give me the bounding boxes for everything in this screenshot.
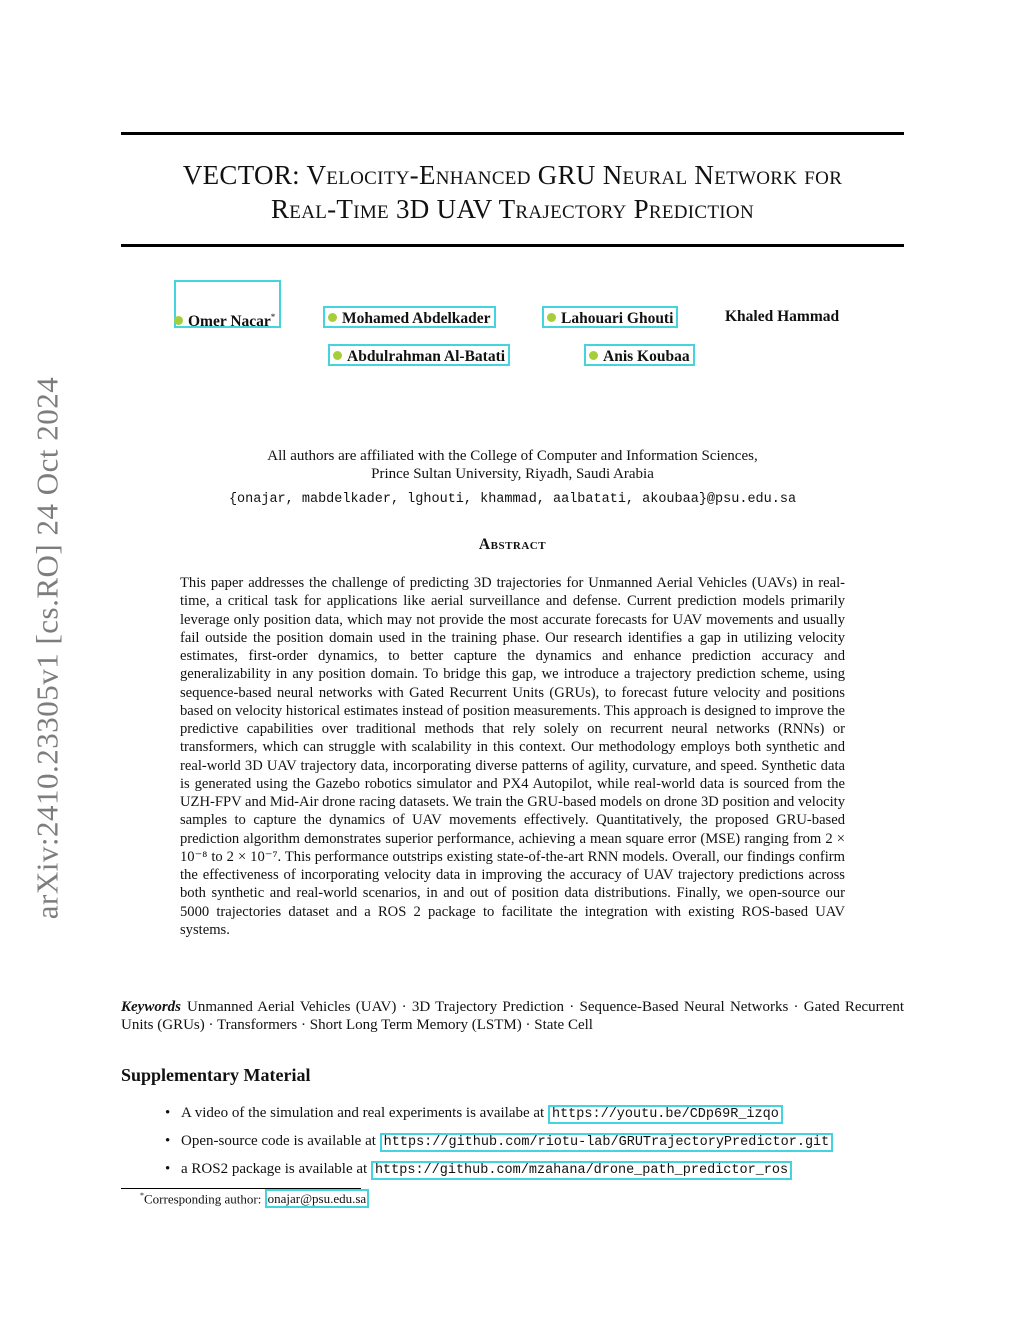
abstract-heading: Abstract — [478, 536, 547, 553]
item-text: A video of the simulation and real experiments is availabe at — [181, 1105, 545, 1121]
author-name: Khaled Hammad — [725, 308, 840, 325]
paper-title — [121, 158, 904, 226]
author-lahouari-ghouti[interactable] — [542, 306, 678, 328]
video-link[interactable]: https://youtu.be/CDp69R_izqo — [548, 1105, 783, 1124]
author-name: Lahouari Ghouti — [561, 310, 674, 327]
corresponding-mark: * — [270, 312, 276, 322]
author-name: Anis Koubaa — [603, 348, 690, 365]
code-link[interactable]: https://github.com/riotu-lab/GRUTrajectoryPredictor.git — [380, 1133, 834, 1152]
supplementary-heading: Supplementary Material — [121, 1065, 311, 1085]
affiliation — [121, 447, 904, 483]
author-name: Omer Nacar — [188, 313, 271, 331]
footnote-mark: * — [140, 1191, 144, 1200]
orcid-icon[interactable] — [174, 316, 183, 325]
title-bottom-rule — [121, 244, 904, 247]
ros2-package-link[interactable]: https://github.com/mzahana/drone_path_predictor_ros — [371, 1161, 792, 1180]
author-anis-koubaa[interactable] — [584, 344, 695, 366]
arxiv-identifier: arXiv:2410.23305v1 [cs.RO] 24 Oct 2024 — [29, 376, 64, 919]
footnote-text: Corresponding author: — [144, 1191, 262, 1207]
author-mohamed-abdelkader[interactable] — [323, 306, 496, 328]
item-text: a ROS2 package is available at — [181, 1161, 368, 1177]
arxiv-sidebar — [22, 355, 72, 940]
list-item — [163, 1158, 833, 1186]
orcid-icon[interactable] — [328, 313, 337, 322]
title-line-1: VECTOR: Velocity-Enhanced GRU Neural Network for — [182, 160, 843, 190]
list-item — [163, 1130, 833, 1158]
affiliation-line-2: Prince Sultan University, Riyadh, Saudi Arabia — [371, 466, 654, 482]
footnote — [140, 1191, 369, 1207]
keywords — [121, 998, 904, 1034]
corresponding-email-link[interactable]: onajar@psu.edu.sa — [265, 1189, 370, 1208]
affiliation-line-1: All authors are affiliated with the College of Computer and Information Sciences, — [267, 448, 758, 464]
author-khaled-hammad — [725, 306, 839, 328]
keywords-text: Unmanned Aerial Vehicles (UAV) · 3D Trajectory Prediction · Sequence-Based Neural Networks · Gated Recurrent Units (GRUs) · Transformers · Short Long Term Memory (LSTM) · State Cell — [121, 999, 904, 1033]
list-item — [163, 1102, 833, 1130]
orcid-icon[interactable] — [547, 313, 556, 322]
author-name: Mohamed Abdelkader — [342, 310, 491, 327]
author-omer-nacar[interactable] — [174, 306, 276, 331]
orcid-icon[interactable] — [333, 351, 342, 360]
author-emails: {onajar, mabdelkader, lghouti, khammad, aalbatati, akoubaa}@psu.edu.sa — [228, 492, 797, 507]
supplementary-list — [163, 1102, 833, 1186]
author-abdulrahman-al-batati[interactable] — [328, 344, 510, 366]
abstract-body: This paper addresses the challenge of predicting 3D trajectories for Unmanned Aerial Vehicles (UAVs) in real-time, a critical task for applications like aerial surveillance and defense. Current prediction models primarily leverage only position data, which may not provide the most accurate forecasts for UAV movements and usually fail outside the position domain used in the training phase. Our research identifies a gap in utilizing velocity estimates, first-order dynamics, to better capture the dynamics and enhance prediction accuracy and generalizability in any position domain. To bridge this gap, we introduce a trajectory prediction scheme, using sequence-based neural networks with Gated Recurrent Units (GRUs), to forecast future velocity and positions based on velocity historical estimates instead of position measurements. This approach is designed to improve the predictive capabilities over traditional methods that rely solely on recurrent neural networks (RNNs) or transformers, which can struggle with scalability in this context. Our methodology employs both synthetic and real-world 3D UAV trajectory data, incorporating diverse patterns of agility, curvature, and speed. Synthetic data is generated using the Gazebo robotics simulator and PX4 Autopilot, while real-world data is sourced from the UZH-FPV and Mid-Air drone racing datasets. We train the GRU-based models on drone 3D position and velocity samples to capture the dynamics of UAV movements effectively. Quantitatively, the proposed GRU-based prediction algorithm demonstrates superior performance, achieving a mean square error (MSE) ranging from 2 × 10⁻⁸ to 2 × 10⁻⁷. This performance outstrips existing state-of-the-art RNN models. Overall, our findings confirm the effectiveness of incorporating velocity data in improving the accuracy of UAV trajectory predictions across both synthetic and real-world scenarios, in and out of position data distributions. Finally, we open-source our 5000 trajectories dataset and a ROS 2 package to facilitate the integration with existing ROS-based UAV systems. — [180, 575, 845, 938]
orcid-icon[interactable] — [589, 351, 598, 360]
keywords-label: Keywords — [121, 999, 181, 1015]
title-top-rule — [121, 132, 904, 135]
title-line-2: Real-Time 3D UAV Trajectory Prediction — [271, 194, 754, 224]
item-text: Open-source code is available at — [181, 1133, 376, 1149]
author-name: Abdulrahman Al-Batati — [347, 348, 506, 365]
